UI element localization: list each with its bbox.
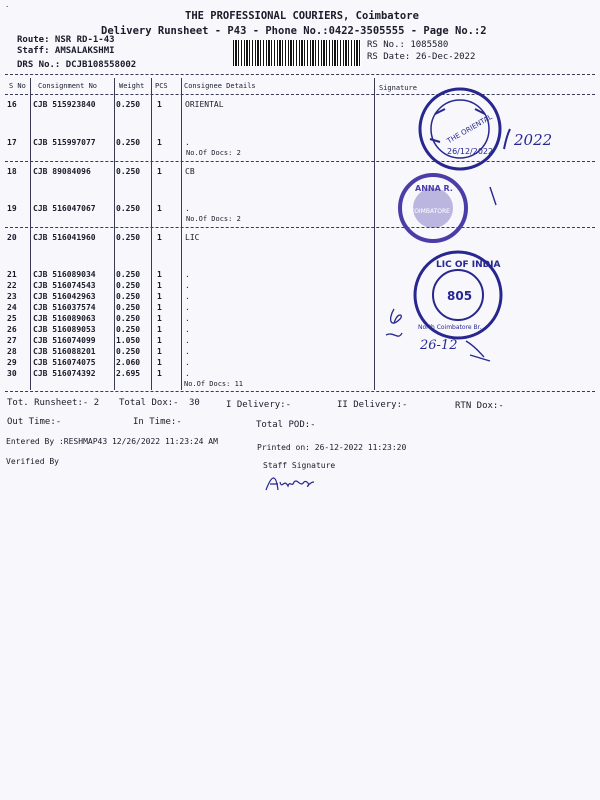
docs-note: No.Of Docs: 2	[186, 215, 241, 223]
docs-note: No.Of Docs: 2	[186, 149, 241, 157]
drs-label: DRS No.: DCJB108558002	[17, 60, 137, 70]
table-row: 21 CJB 516089034 0.250 1 .	[7, 270, 190, 279]
table-row: 17 CJB 515997077 0.250 1 .	[7, 138, 190, 147]
staff-label: Staff: AMSALAKSHMI	[17, 46, 115, 56]
out-time: Out Time:-	[7, 417, 62, 427]
i-delivery: I Delivery:-	[226, 400, 292, 410]
svg-text:LIC OF INDIA: LIC OF INDIA	[436, 260, 501, 270]
rs-date: RS Date: 26-Dec-2022	[367, 52, 476, 62]
table-row: 16 CJB 515923840 0.250 1 ORIENTAL	[7, 100, 224, 109]
svg-text:North Coimbatore Br.: North Coimbatore Br.	[418, 324, 482, 331]
rtn-dox: RTN Dox:-	[455, 401, 504, 411]
company-title: THE PROFESSIONAL COURIERS, Coimbatore	[185, 10, 419, 22]
table-row: 26 CJB 516089053 0.250 1 .	[7, 325, 190, 334]
col-consignment: Consignment No	[38, 82, 98, 90]
col-signature: Signature	[379, 84, 417, 92]
total-pod: Total POD:-	[256, 420, 316, 430]
route-label: Route: NSR RD-1-43	[17, 35, 115, 45]
oriental-stamp	[415, 84, 505, 174]
col-sno: S No	[9, 82, 26, 90]
staff-signature-image	[262, 470, 342, 496]
table-row: 22 CJB 516074543 0.250 1 .	[7, 281, 190, 290]
col-weight: Weight	[119, 82, 145, 90]
total-dox-value: 30	[189, 398, 200, 408]
anna-stamp	[396, 171, 470, 245]
table-row: 25 CJB 516089063 0.250 1 .	[7, 314, 190, 323]
svg-text:26/12/2022: 26/12/2022	[447, 147, 494, 156]
table-row: 30 CJB 516074392 2.695 1 .	[7, 369, 190, 378]
table-row: 20 CJB 516041960 0.250 1 LIC	[7, 233, 200, 242]
rs-no: RS No.: 1085580	[367, 40, 449, 50]
handwritten-year	[500, 125, 590, 155]
table-row: 23 CJB 516042963 0.250 1 .	[7, 292, 190, 301]
table-row: 19 CJB 516047067 0.250 1 .	[7, 204, 190, 213]
runsheet-title: Delivery Runsheet - P43 - Phone No.:0422-3505555 - Page No.:2	[101, 25, 487, 37]
verified-by: Verified By	[6, 457, 59, 466]
printed-on: Printed on: 26-12-2022 11:23:20	[257, 443, 407, 452]
svg-text:805: 805	[447, 289, 473, 303]
ii-delivery: II Delivery:-	[337, 400, 408, 410]
staff-signature-label: Staff Signature	[263, 461, 336, 470]
tot-runsheet: Tot. Runsheet:- 2	[7, 398, 100, 408]
svg-text:ANNA R.: ANNA R.	[415, 184, 453, 193]
docs-note: No.Of Docs: 11	[184, 380, 244, 388]
total-dox-label: Total Dox:-	[119, 398, 179, 408]
svg-text:THE ORIENTAL: THE ORIENTAL	[445, 113, 494, 146]
svg-text:26-12: 26-12	[420, 338, 458, 353]
col-pcs: PCS	[155, 82, 168, 90]
table-row: 28 CJB 516088201 0.250 1 .	[7, 347, 190, 356]
handwritten-date	[380, 305, 500, 365]
in-time: In Time:-	[133, 417, 182, 427]
scan-mark: ·	[5, 3, 10, 11]
tick-mark	[488, 185, 502, 209]
svg-text:2022: 2022	[514, 131, 553, 149]
table-row: 27 CJB 516074099 1.050 1 .	[7, 336, 190, 345]
barcode	[233, 40, 361, 66]
entered-by: Entered By :RESHMAP43 12/26/2022 11:23:24 AM	[6, 437, 218, 446]
table-row: 24 CJB 516037574 0.250 1 .	[7, 303, 190, 312]
svg-text:COIMBATORE: COIMBATORE	[410, 208, 450, 215]
col-consignee: Consignee Details	[184, 82, 256, 90]
table-row: 29 CJB 516074075 2.060 1 .	[7, 358, 190, 367]
table-row: 18 CJB 89084096 0.250 1 CB	[7, 167, 195, 176]
